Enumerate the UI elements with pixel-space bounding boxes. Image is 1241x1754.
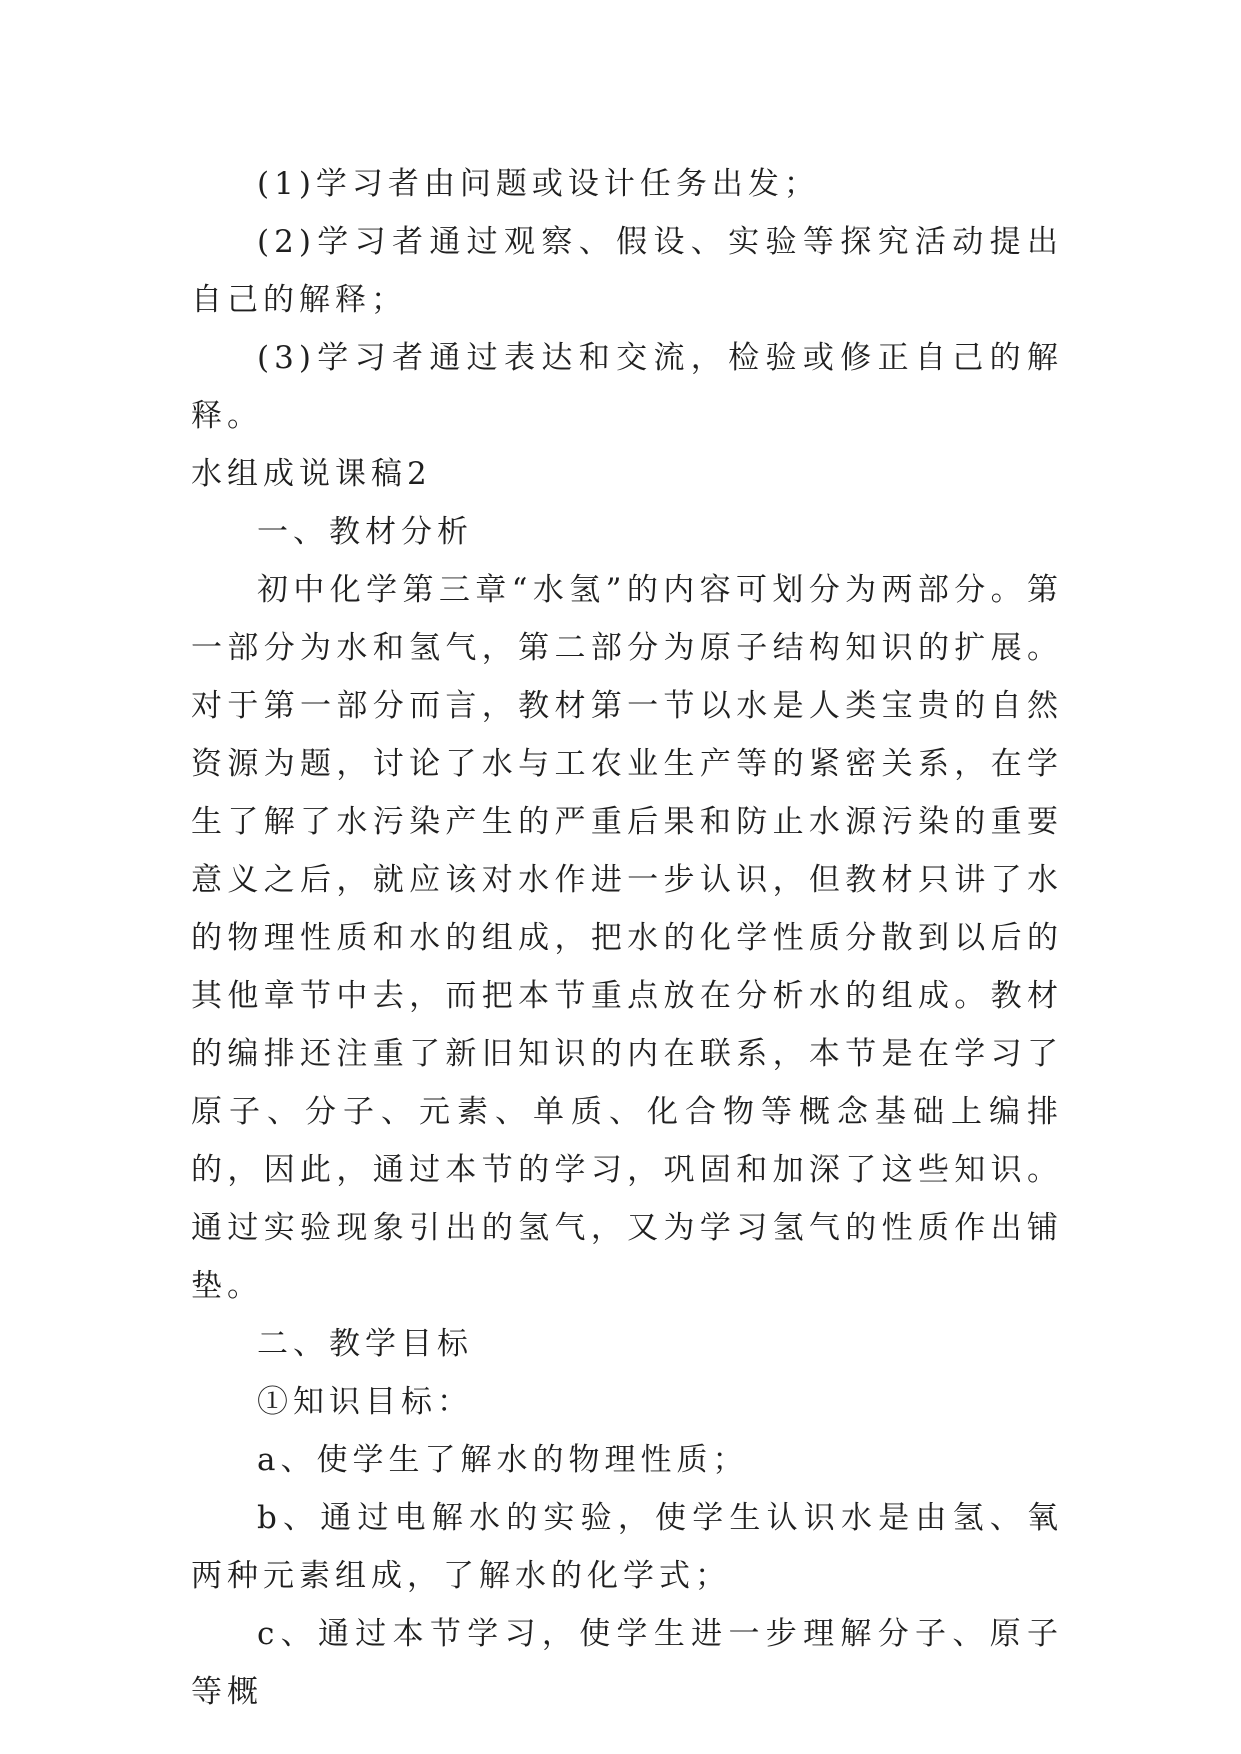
goal-item-c: c、通过本节学习，使学生进一步理解分子、原子等概 bbox=[191, 1616, 1063, 1710]
paragraph-learner-step-3: (3)学习者通过表达和交流，检验或修正自己的解释。 bbox=[191, 340, 1063, 434]
paragraph-learner-step-2: (2)学习者通过观察、假设、实验等探究活动提出自己的解释； bbox=[191, 224, 1063, 318]
heading-teaching-goals: 二、教学目标 bbox=[257, 1326, 473, 1362]
section-title: 水组成说课稿2 bbox=[191, 456, 432, 492]
paragraph-textbook-analysis: 初中化学第三章“水氢”的内容可划分为两部分。第一部分为水和氢气，第二部分为原子结构知识的扩展。对于第一部分而言，教材第一节以水是人类宝贵的自然资源为题，讨论了水与工农业生产等的紧密关系，在学生了解了水污染产生的严重后果和防止水源污染的重要意义之后，就应该对水作进一步认识，但教材只讲了水的物理性质和水的组成，把水的化学性质分散到以后的其他章节中去，而把本节重点放在分析水的组成。教材的编排还注重了新旧知识的内在联系，本节是在学习了原子、分子、元素、单质、化合物等概念基础上编排的，因此，通过本节的学习，巩固和加深了这些知识。通过实验现象引出的氢气，又为学习氢气的性质作出铺垫。 bbox=[191, 572, 1063, 1304]
goal-item-b: b、通过电解水的实验，使学生认识水是由氢、氧两种元素组成，了解水的化学式； bbox=[191, 1500, 1063, 1594]
heading-knowledge-goals: ①知识目标： bbox=[257, 1384, 473, 1420]
paragraph-learner-step-1: (1)学习者由问题或设计任务出发； bbox=[257, 166, 820, 202]
document-body bbox=[191, 155, 1063, 1721]
goal-item-a: a、使学生了解水的物理性质； bbox=[257, 1442, 749, 1478]
heading-textbook-analysis: 一、教材分析 bbox=[257, 514, 473, 550]
